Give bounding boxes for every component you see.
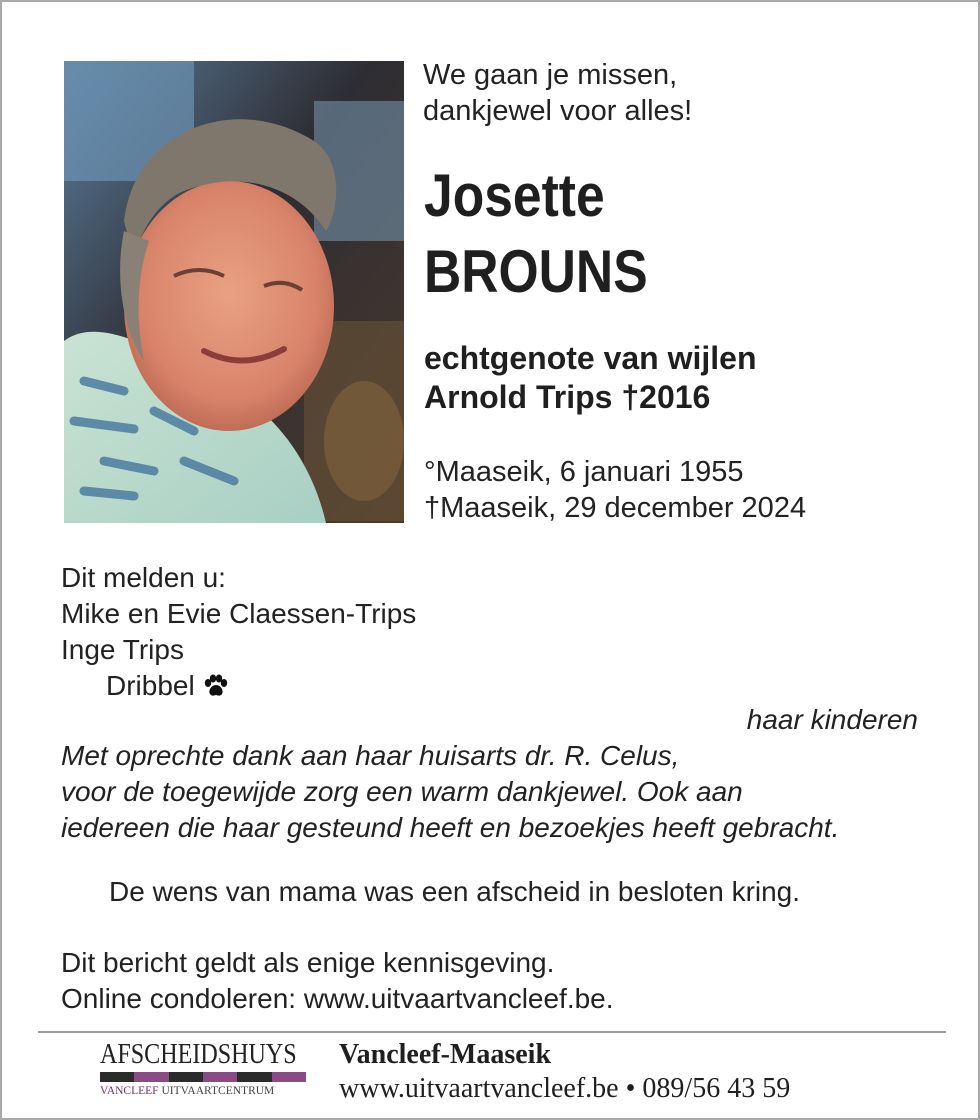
spouse-line: Arnold Trips †2016 bbox=[424, 379, 711, 415]
birth-date: °Maaseik, 6 januari 1955 bbox=[424, 456, 744, 488]
logo-bar-segment bbox=[272, 1072, 306, 1082]
logo-bar-segment bbox=[169, 1072, 203, 1082]
life-dates bbox=[424, 454, 964, 526]
notice-line: Online condoleren: www.uitvaartvancleef.be. bbox=[61, 983, 614, 1014]
logo-subtitle bbox=[100, 1084, 310, 1098]
logo-bar-segment bbox=[237, 1072, 271, 1082]
spouse-line: echtgenote van wijlen bbox=[424, 340, 757, 376]
announcer-name: Mike en Evie Claessen-Trips bbox=[61, 598, 417, 629]
funeral-home-phone[interactable]: 089/56 43 59 bbox=[642, 1073, 791, 1104]
relation-label: haar kinderen bbox=[746, 704, 918, 735]
motto-line: We gaan je missen, bbox=[423, 59, 678, 91]
logo-bar-segment bbox=[203, 1072, 237, 1082]
pet-name: Dribbel bbox=[106, 670, 195, 701]
announcement bbox=[61, 560, 661, 707]
thanks-line: voor de toegewijde zorg een warm dankjewel. Ook aan bbox=[61, 776, 743, 807]
deceased-name bbox=[424, 158, 871, 310]
logo-bar-segment bbox=[100, 1072, 134, 1082]
funeral-home-contact bbox=[339, 1072, 939, 1106]
announcement-intro: Dit melden u: bbox=[61, 562, 226, 593]
motto-line: dankjewel voor alles! bbox=[423, 95, 693, 127]
logo-subtext: UITVAARTCENTRUM bbox=[161, 1085, 275, 1097]
funeral-home-info bbox=[339, 1038, 939, 1106]
logo-title: AFSCHEIDSHUYS bbox=[100, 1039, 297, 1070]
funeral-home-logo bbox=[100, 1040, 310, 1100]
thanks-line: iedereen die haar gesteund heeft en bezoekjes heeft gebracht. bbox=[61, 812, 840, 843]
portrait-photo bbox=[64, 61, 404, 523]
logo-brand: VANCLEEF bbox=[100, 1085, 159, 1097]
logo-bar-segment bbox=[134, 1072, 168, 1082]
announcer-name: Inge Trips bbox=[61, 634, 184, 665]
divider bbox=[38, 1031, 946, 1033]
paw-icon bbox=[203, 671, 229, 707]
logo-bar bbox=[100, 1072, 306, 1082]
portrait-image bbox=[64, 61, 404, 523]
first-name: Josette bbox=[424, 162, 605, 229]
motto bbox=[423, 57, 943, 129]
contact-separator: • bbox=[625, 1073, 636, 1104]
wish-text: De wens van mama was een afscheid in besloten kring. bbox=[109, 876, 801, 907]
notice-text bbox=[61, 945, 941, 1017]
pet-line bbox=[61, 668, 661, 707]
thanks-line: Met oprechte dank aan haar huisarts dr. R. Celus, bbox=[61, 740, 680, 771]
death-date: †Maaseik, 29 december 2024 bbox=[424, 492, 807, 524]
funeral-home-website[interactable]: www.uitvaartvancleef.be bbox=[339, 1073, 619, 1104]
last-name: BROUNS bbox=[424, 238, 648, 305]
thanks-text bbox=[61, 738, 941, 846]
spouse-info bbox=[424, 339, 964, 417]
funeral-home-name: Vancleef-Maaseik bbox=[339, 1039, 552, 1070]
notice-line: Dit bericht geldt als enige kennisgeving. bbox=[61, 947, 555, 978]
